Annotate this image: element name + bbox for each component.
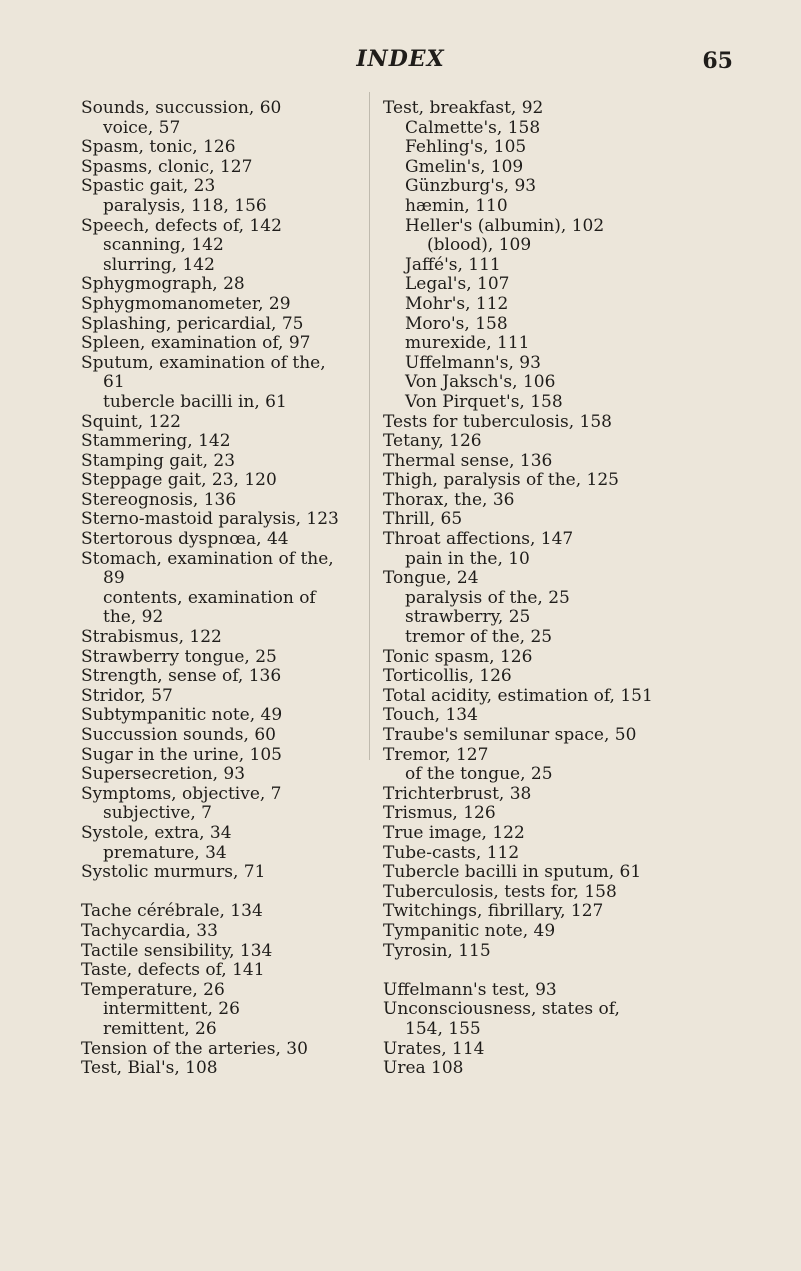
index-entry: True image, 122: [383, 822, 525, 843]
index-subentry: murexide, 111: [405, 333, 530, 354]
index-subentry: strawberry, 25: [405, 607, 531, 628]
index-entry: Sputum, examination of the,: [81, 352, 326, 373]
index-subentry: Jaffé's, 111: [405, 254, 501, 275]
index-entry: Strabismus, 122: [81, 627, 222, 648]
index-entry: Stomach, examination of the,: [81, 548, 334, 569]
index-column-left: [81, 99, 431, 1079]
index-entry: Stertorous dyspnœa, 44: [81, 529, 289, 550]
index-entry: Tests for tuberculosis, 158: [383, 411, 612, 432]
index-entry: Tactile sensibility, 134: [81, 940, 273, 961]
index-entry: Tongue, 24: [383, 568, 479, 589]
index-entry: Systole, extra, 34: [81, 822, 232, 843]
index-entry: Trismus, 126: [383, 803, 496, 824]
index-entry: Throat affections, 147: [383, 529, 574, 550]
index-entry: Temperature, 26: [81, 979, 225, 1000]
index-entry: Spleen, examination of, 97: [81, 333, 311, 354]
index-entry: Sterno-mastoid paralysis, 123: [81, 509, 339, 530]
index-entry: Thrill, 65: [383, 509, 463, 530]
index-entry: Tache cérébrale, 134: [81, 901, 263, 922]
index-subentry: contents, examination of: [103, 587, 316, 608]
index-subentry: slurring, 142: [103, 254, 215, 275]
index-subentry: of the tongue, 25: [405, 764, 553, 785]
index-entry: Speech, defects of, 142: [81, 215, 282, 236]
index-subentry: Von Jaksch's, 106: [405, 372, 556, 393]
index-entry: Uffelmann's test, 93: [383, 979, 557, 1000]
index-entry: Tyrosin, 115: [383, 940, 491, 961]
index-entry: [383, 961, 763, 981]
index-entry: Thorax, the, 36: [383, 489, 515, 510]
index-subentry: paralysis, 118, 156: [103, 195, 267, 216]
index-entry: Supersecretion, 93: [81, 764, 246, 785]
index-subentry: subjective, 7: [103, 803, 212, 824]
index-entry: Urates, 114: [383, 1038, 485, 1059]
index-entry: Urea 108: [383, 1058, 464, 1079]
index-subentry: Von Pirquet's, 158: [405, 391, 563, 412]
index-entry: Stamping gait, 23: [81, 450, 236, 471]
index-subentry: premature, 34: [103, 842, 227, 863]
index-entry: Tuberculosis, tests for, 158: [383, 881, 617, 902]
index-entry: Tubercle bacilli in sputum, 61: [383, 862, 642, 883]
index-subentry: 89: [103, 568, 125, 589]
index-entry: Spasms, clonic, 127: [81, 156, 253, 177]
index-entry: Twitchings, fibrillary, 127: [383, 901, 604, 922]
index-subentry: tubercle bacilli in, 61: [103, 391, 287, 412]
page-title: INDEX: [356, 46, 445, 72]
index-subentry: Gmelin's, 109: [405, 156, 524, 177]
index-subentry: 154, 155: [405, 1018, 481, 1039]
index-subentry: hæmin, 110: [405, 195, 508, 216]
index-entry: Test, breakfast, 92: [383, 98, 544, 118]
index-entry: Stridor, 57: [81, 685, 173, 706]
index-entry: Tetany, 126: [383, 431, 482, 452]
index-entry: Sugar in the urine, 105: [81, 744, 282, 765]
index-entry: [81, 883, 431, 903]
index-subentry: Uffelmann's, 93: [405, 352, 541, 373]
index-subentry: 61: [103, 372, 125, 393]
index-entry: Stammering, 142: [81, 431, 231, 452]
index-entry: Subtympanitic note, 49: [81, 705, 283, 726]
index-subentry: tremor of the, 25: [405, 627, 553, 648]
index-entry: Succussion sounds, 60: [81, 725, 276, 745]
page-number: 65: [702, 48, 733, 74]
index-subentry: voice, 57: [103, 117, 181, 138]
index-subentry: pain in the, 10: [405, 548, 530, 569]
index-entry: Splashing, pericardial, 75: [81, 313, 304, 334]
index-entry: Squint, 122: [81, 411, 181, 432]
index-subentry: paralysis of the, 25: [405, 587, 570, 608]
index-subentry: intermittent, 26: [103, 999, 240, 1020]
index-entry: Spastic gait, 23: [81, 176, 216, 197]
index-entry: Sounds, succussion, 60: [81, 98, 282, 118]
index-entry: Symptoms, objective, 7: [81, 783, 282, 804]
index-entry: Traube's semilunar space, 50: [383, 725, 637, 745]
index-subentry: Calmette's, 158: [405, 117, 541, 138]
index-entry: Tube-casts, 112: [383, 842, 520, 863]
index-subentry: Moro's, 158: [405, 313, 508, 334]
index-subentry: Fehling's, 105: [405, 137, 527, 158]
index-entry: Sphygmograph, 28: [81, 274, 245, 295]
index-entry: Strength, sense of, 136: [81, 666, 282, 687]
index-subentry: Heller's (albumin), 102: [405, 215, 605, 236]
index-entry: Thermal sense, 136: [383, 450, 553, 471]
index-entry: Trichterbrust, 38: [383, 783, 532, 804]
index-subentry: remittent, 26: [103, 1018, 217, 1039]
index-entry: Tympanitic note, 49: [383, 920, 556, 941]
index-entry: Total acidity, estimation of, 151: [383, 685, 653, 706]
index-subentry: Legal's, 107: [405, 274, 510, 295]
index-subentry: the, 92: [103, 607, 164, 628]
index-entry: Tension of the arteries, 30: [81, 1038, 308, 1059]
index-entry: Systolic murmurs, 71: [81, 862, 266, 883]
index-entry: Torticollis, 126: [383, 666, 512, 687]
index-column-right: [383, 99, 763, 1079]
index-entry: Tremor, 127: [383, 744, 489, 765]
index-entry: Strawberry tongue, 25: [81, 646, 277, 667]
index-entry: Test, Bial's, 108: [81, 1058, 218, 1079]
index-subentry: Günzburg's, 93: [405, 176, 537, 197]
index-subentry: scanning, 142: [103, 235, 224, 256]
index-entry: Spasm, tonic, 126: [81, 137, 236, 158]
index-entry: Sphygmomanometer, 29: [81, 293, 291, 314]
index-subentry: Mohr's, 112: [405, 293, 509, 314]
index-entry: Steppage gait, 23, 120: [81, 470, 277, 491]
index-subentry: (blood), 109: [427, 235, 532, 256]
index-entry: Tonic spasm, 126: [383, 646, 533, 667]
index-entry: Tachycardia, 33: [81, 920, 218, 941]
index-entry: Unconsciousness, states of,: [383, 999, 620, 1020]
index-entry: Thigh, paralysis of the, 125: [383, 470, 619, 491]
index-entry: Touch, 134: [383, 705, 478, 726]
index-entry: Stereognosis, 136: [81, 489, 237, 510]
index-entry: Taste, defects of, 141: [81, 960, 265, 981]
